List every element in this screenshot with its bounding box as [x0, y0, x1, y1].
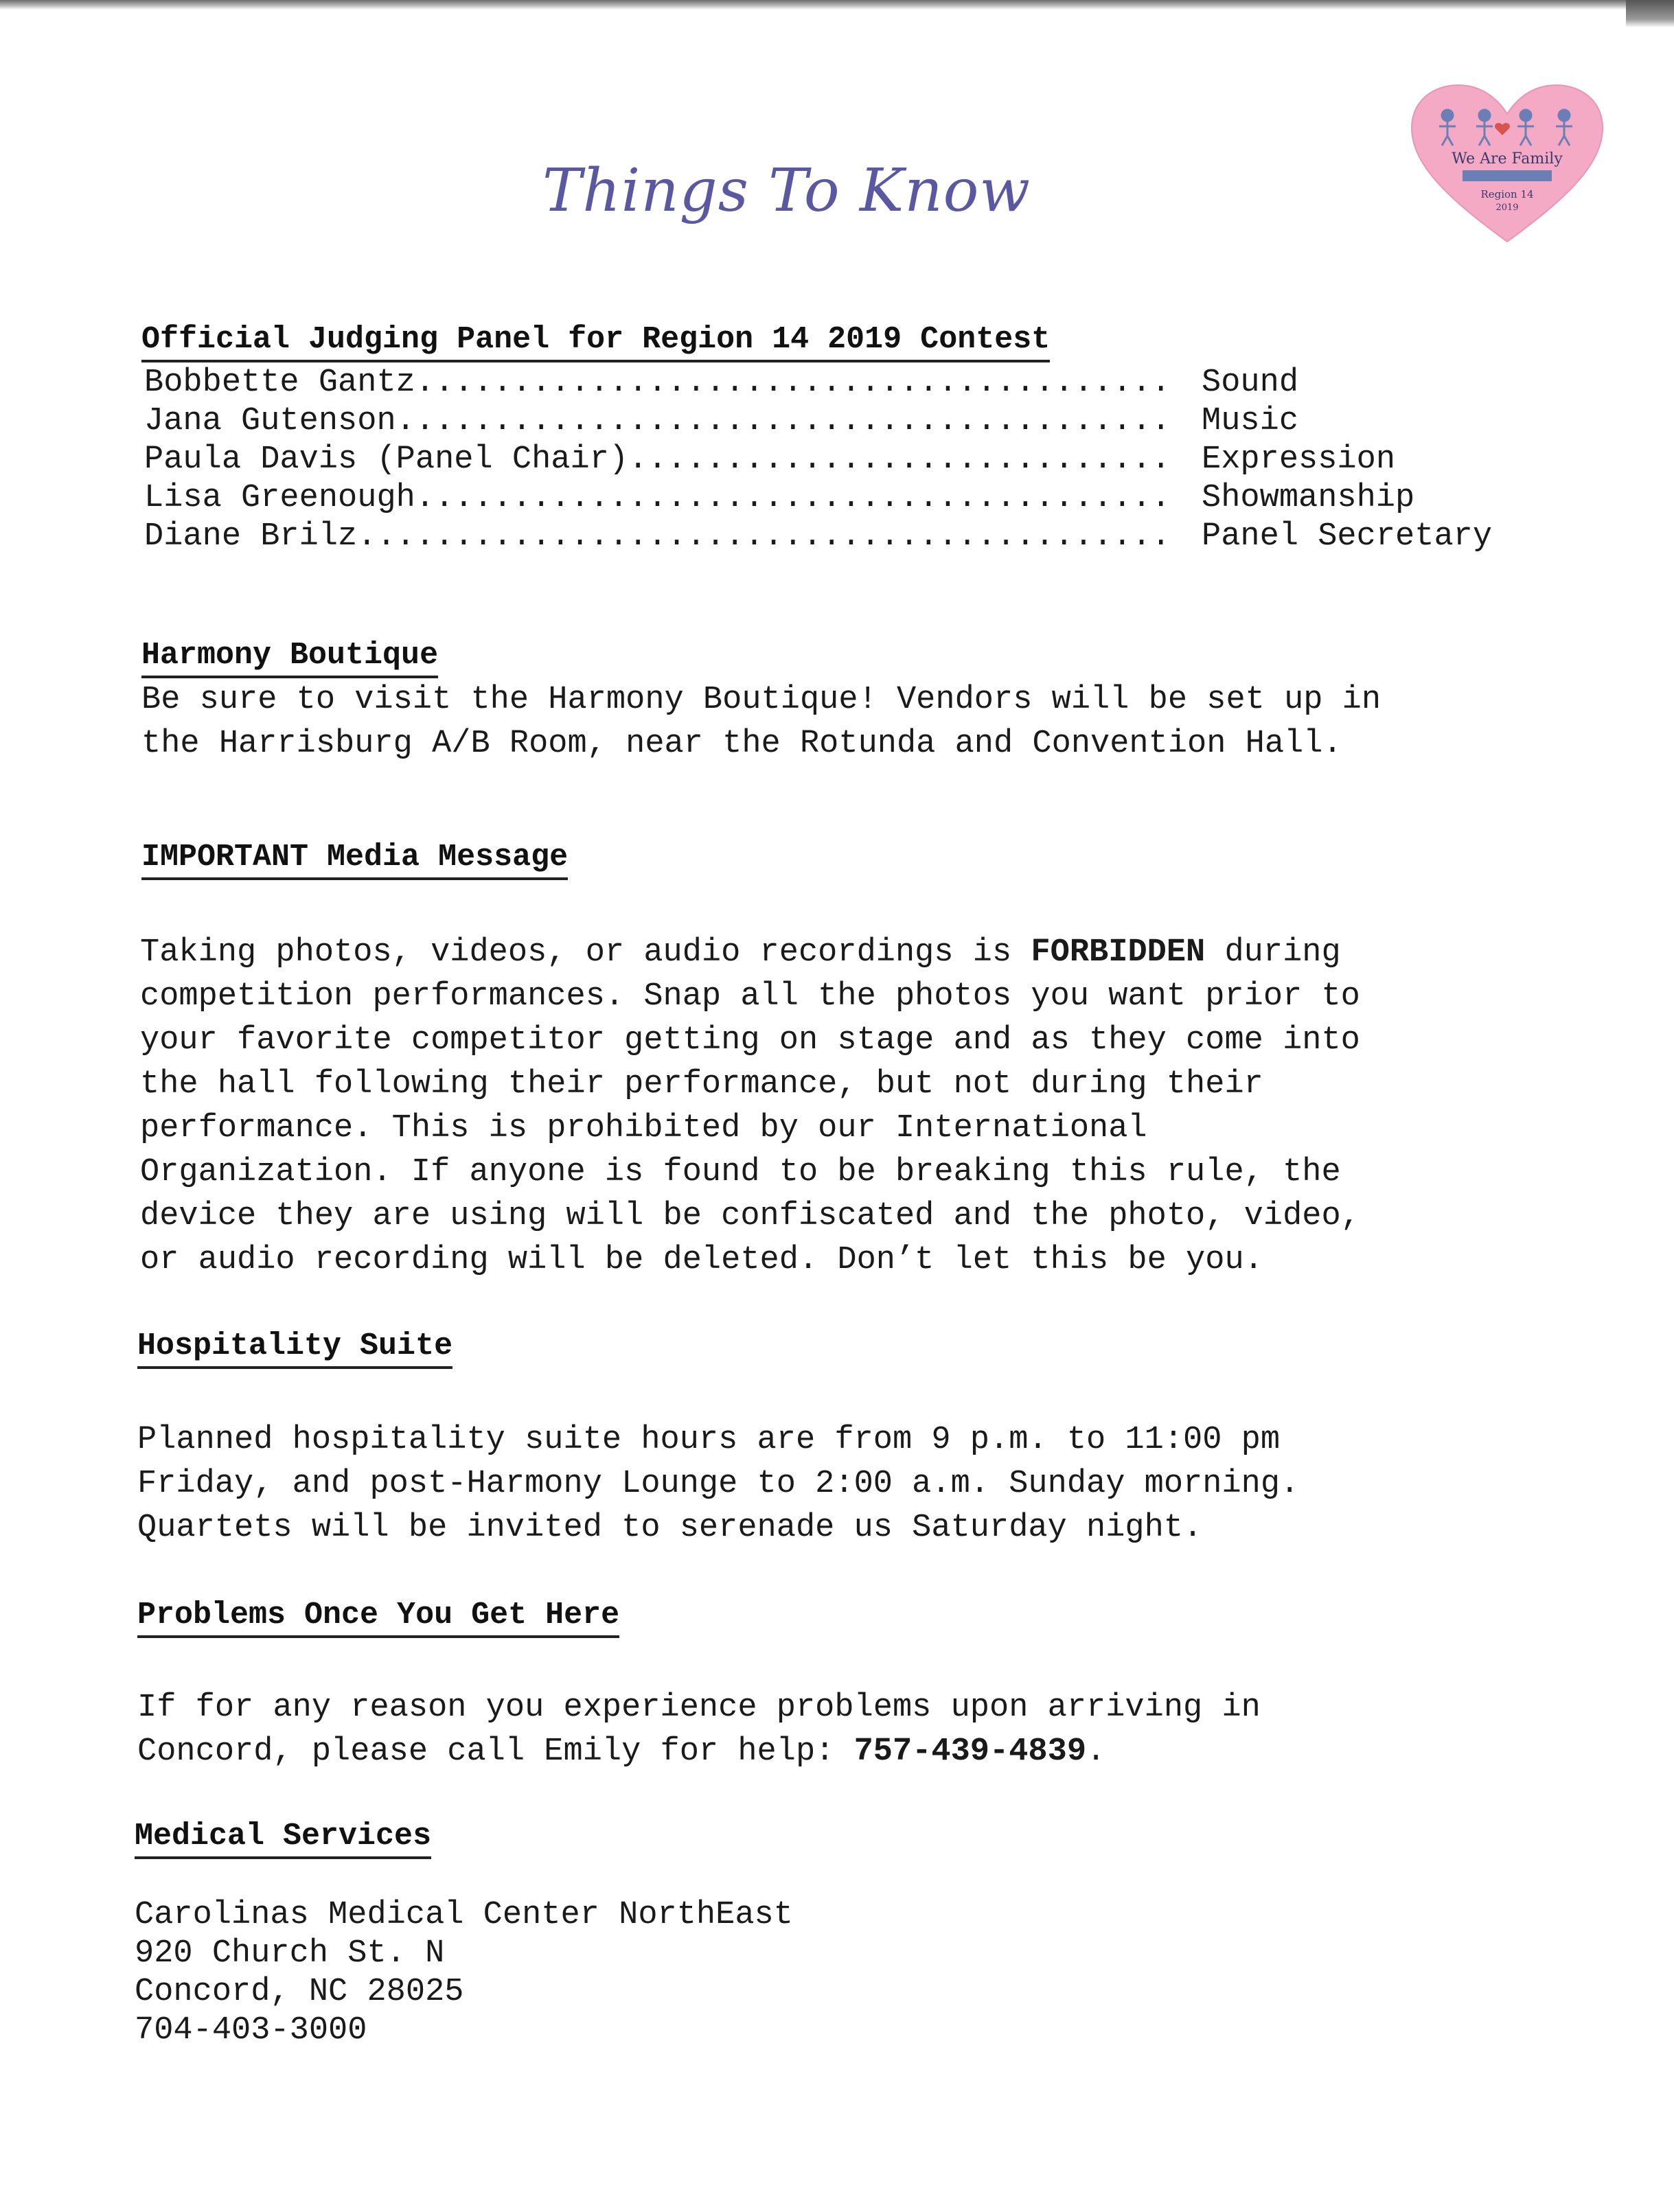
- harmony-boutique-text: [141, 678, 1381, 766]
- address-line: Concord, NC 28025: [135, 1974, 464, 2010]
- judge-role: Panel Secretary: [1202, 518, 1493, 555]
- problems-text: [137, 1686, 1261, 1774]
- media-message-heading: IMPORTANT Media Message: [141, 839, 568, 880]
- paragraph-line: or audio recording will be deleted. Don’t let this be you.: [140, 1242, 1263, 1278]
- judge-name: Lisa Greenough: [144, 480, 415, 516]
- judge-name-column: [144, 441, 1202, 479]
- address-line: 704-403-3000: [135, 2012, 367, 2049]
- leader-dots: ........................................: [395, 403, 1171, 439]
- medical-services-heading: Medical Services: [135, 1818, 431, 1859]
- heart-logo-icon: [1408, 82, 1607, 247]
- paragraph-line: If for any reason you experience problems upon arriving in: [137, 1690, 1261, 1726]
- leader-dots: .......................................: [415, 365, 1171, 401]
- text-segment: Taking photos, videos, or audio recordings is: [140, 934, 1031, 971]
- judge-role: Sound: [1202, 365, 1299, 401]
- judge-row: [144, 518, 1492, 556]
- logo-year-text: 2019: [1495, 203, 1519, 213]
- logo-title-text: We Are Family: [1452, 150, 1563, 168]
- logo-region-text: Region 14: [1480, 188, 1534, 200]
- paragraph-line: [140, 931, 1360, 975]
- judge-name-column: [144, 402, 1202, 441]
- text-segment: during: [1205, 934, 1341, 971]
- medical-address: [135, 1896, 793, 2050]
- paragraph-line: Organization. If anyone is found to be breaking this rule, the: [140, 1154, 1341, 1190]
- paragraph-line: Planned hospitality suite hours are from 9 p.m. to 11:00 pm: [137, 1422, 1281, 1458]
- leader-dots: ............................: [628, 441, 1171, 478]
- judging-panel-heading: Official Judging Panel for Region 14 2019 Contest: [141, 321, 1050, 362]
- we-are-family-logo: [1408, 82, 1607, 247]
- judge-name: Jana Gutenson: [144, 403, 396, 439]
- emily-phone-number: 757-439-4839: [853, 1733, 1087, 1770]
- paragraph-line: your favorite competitor getting on stage and as they come into: [140, 1022, 1360, 1059]
- scan-top-edge: [0, 0, 1674, 10]
- harmony-boutique-heading: Harmony Boutique: [141, 637, 438, 678]
- paragraph-line: Be sure to visit the Harmony Boutique! Vendors will be set up in: [141, 682, 1381, 718]
- forbidden-emphasis: FORBIDDEN: [1031, 934, 1206, 971]
- paragraph-line: performance. This is prohibited by our International: [140, 1110, 1147, 1147]
- problems-heading: Problems Once You Get Here: [137, 1597, 619, 1638]
- paragraph-line: the Harrisburg A/B Room, near the Rotunda and Convention Hall.: [141, 726, 1342, 762]
- paragraph-line: device they are using will be confiscated and the photo, video,: [140, 1198, 1360, 1234]
- page-title: Things To Know: [542, 157, 1031, 225]
- judge-list: [144, 364, 1492, 556]
- judge-name: Diane Brilz: [144, 518, 358, 555]
- paragraph-line: the hall following their performance, but not during their: [140, 1066, 1263, 1103]
- judge-name-column: [144, 518, 1202, 556]
- judge-row: [144, 479, 1492, 518]
- judge-name: Bobbette Gantz: [144, 365, 415, 401]
- media-message-text: [140, 931, 1360, 1282]
- leader-dots: ..........................................: [357, 518, 1171, 555]
- paragraph-line: [137, 1730, 1261, 1774]
- judge-row: [144, 441, 1492, 479]
- paragraph-line: Friday, and post-Harmony Lounge to 2:00 a.m. Sunday morning.: [137, 1466, 1300, 1502]
- leader-dots: .......................................: [415, 480, 1171, 516]
- judge-role: Showmanship: [1202, 480, 1415, 516]
- text-segment: Concord, please call Emily for help:: [137, 1733, 854, 1770]
- address-line: Carolinas Medical Center NorthEast: [135, 1897, 793, 1933]
- judge-name-column: [144, 479, 1202, 518]
- judge-name-column: [144, 364, 1202, 402]
- address-line: 920 Church St. N: [135, 1935, 445, 1972]
- text-segment: .: [1086, 1733, 1106, 1770]
- judge-role: Music: [1202, 403, 1299, 439]
- judge-row: [144, 402, 1492, 441]
- hospitality-suite-heading: Hospitality Suite: [137, 1328, 452, 1369]
- judge-role: Expression: [1202, 441, 1396, 478]
- paragraph-line: competition performances. Snap all the photos you want prior to: [140, 978, 1360, 1015]
- hospitality-suite-text: [137, 1418, 1299, 1550]
- judge-row: [144, 364, 1492, 402]
- paragraph-line: Quartets will be invited to serenade us Saturday night.: [137, 1510, 1203, 1546]
- judge-name: Paula Davis (Panel Chair): [144, 441, 629, 478]
- scan-corner-shadow: [1626, 0, 1674, 27]
